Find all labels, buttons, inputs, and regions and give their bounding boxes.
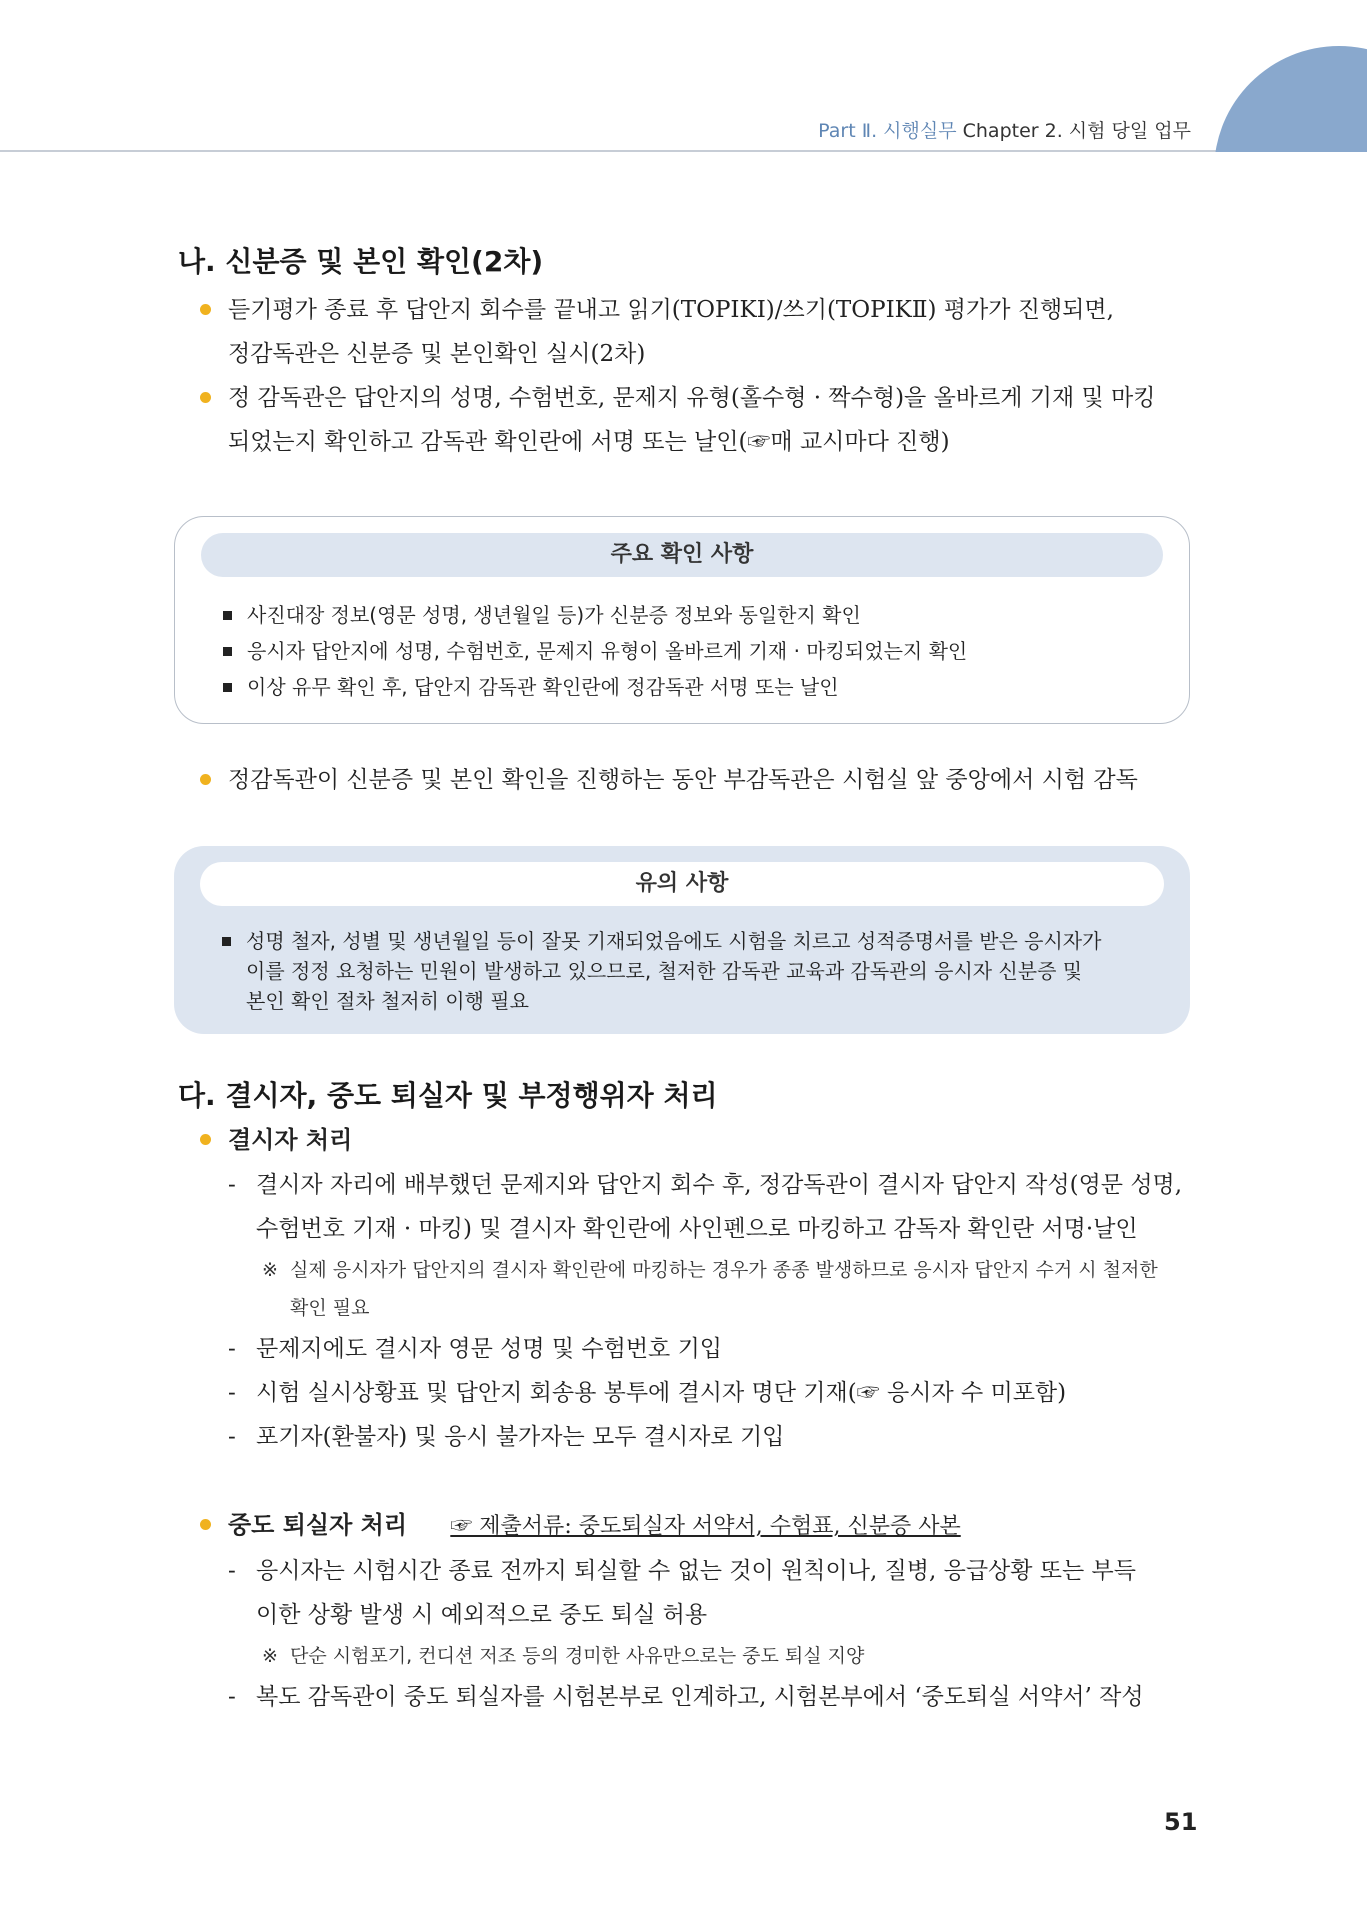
dash-item: - 복도 감독관이 중도 퇴실자를 시험본부로 인계하고, 시험본부에서 ‘중도퇴실 서약서’ 작성	[228, 1684, 1144, 1710]
list-item: 응시자 답안지에 성명, 수험번호, 문제지 유형이 올바르게 기재 · 마킹되었는지 확인	[201, 633, 1163, 669]
page-number: 51	[1164, 1808, 1198, 1836]
key-check-box	[174, 516, 1190, 724]
running-head	[818, 116, 1191, 143]
part-label: Part Ⅱ. 시행실무	[818, 120, 957, 142]
square-bullet-icon	[223, 683, 232, 692]
bullet-dot-icon	[200, 774, 211, 785]
bullet-dot-icon	[200, 304, 211, 315]
reference-mark: ※	[262, 1259, 278, 1281]
early-leave-heading: 중도 퇴실자 처리	[228, 1511, 407, 1539]
submission-documents: ☞ 제출서류: 중도퇴실자 서약서, 수험표, 신분증 사본	[450, 1514, 961, 1539]
square-bullet-icon	[223, 611, 232, 620]
section-title-na: 나. 신분증 및 본인 확인(2차)	[178, 245, 544, 278]
square-bullet-icon	[222, 937, 231, 946]
list-item: 이상 유무 확인 후, 답안지 감독관 확인란에 정감독관 서명 또는 날인	[201, 669, 1163, 705]
note-item: ※ 단순 시험포기, 컨디션 저조 등의 경미한 사유만으로는 중도 퇴실 지양	[178, 1637, 1190, 1675]
dash-item: - 포기자(환불자) 및 응시 불가자는 모두 결시자로 기입	[228, 1424, 785, 1450]
absentee-heading: 결시자 처리	[228, 1126, 353, 1154]
reference-mark: ※	[262, 1645, 278, 1667]
section-title-da: 다. 결시자, 중도 퇴실자 및 부정행위자 처리	[178, 1079, 718, 1112]
dash-item: - 응시자는 시험시간 종료 전까지 퇴실할 수 없는 것이 원칙이나, 질병, 응급상황 또는 부득 이한 상황 발생 시 예외적으로 중도 퇴실 허용	[228, 1558, 1136, 1628]
bullet-item	[178, 1503, 1190, 1549]
caution-box	[174, 846, 1190, 1034]
bullet-dot-icon	[200, 1134, 211, 1145]
list-item: 사진대장 정보(영문 성명, 생년월일 등)가 신분증 정보와 동일한지 확인	[201, 597, 1163, 633]
dash-item: - 시험 실시상황표 및 답안지 회송용 봉투에 결시자 명단 기재(☞ 응시자 수 미포함)	[228, 1380, 1067, 1406]
page-content	[178, 240, 1190, 1719]
bullet-item: 듣기평가 종료 후 답안지 회수를 끝내고 읽기(TOPIKⅠ)/쓰기(TOPIKⅡ) 평가가 진행되면, 정감독관은 신분증 및 본인확인 실시(2차)	[178, 288, 1190, 376]
list-item: 성명 철자, 성별 및 생년월일 등이 잘못 기재되었음에도 시험을 치르고 성적증명서를 받은 응시자가 이를 정정 요청하는 민원이 발생하고 있으므로, 철저한 감독관 교육과 감독관의 응시자 신분증 및 본인 확인 절차 철저히 이행 필요	[200, 926, 1164, 1016]
header-rule	[0, 150, 1367, 152]
bullet-dot-icon	[200, 392, 211, 403]
bullet-item: 정감독관이 신분증 및 본인 확인을 진행하는 동안 부감독관은 시험실 앞 중앙에서 시험 감독	[178, 758, 1190, 802]
bullet-item	[178, 1118, 1190, 1163]
square-bullet-icon	[223, 647, 232, 656]
bullet-dot-icon	[200, 1519, 211, 1530]
caution-title: 유의 사항	[200, 862, 1164, 906]
dash-item: - 문제지에도 결시자 영문 성명 및 수험번호 기입	[228, 1336, 723, 1362]
bullet-item: 정 감독관은 답안지의 성명, 수험번호, 문제지 유형(홀수형 · 짝수형)을 올바르게 기재 및 마킹 되었는지 확인하고 감독관 확인란에 서명 또는 날인(☞매 교시마다 진행)	[178, 376, 1190, 464]
key-check-title: 주요 확인 사항	[201, 533, 1163, 577]
note-item: ※ 실제 응시자가 답안지의 결시자 확인란에 마킹하는 경우가 종종 발생하므로 응시자 답안지 수거 시 철저한 확인 필요	[178, 1251, 1190, 1327]
chapter-label: Chapter 2. 시험 당일 업무	[962, 120, 1191, 142]
dash-item: - 결시자 자리에 배부했던 문제지와 답안지 회수 후, 정감독관이 결시자 답안지 작성(영문 성명, 수험번호 기재 · 마킹) 및 결시자 확인란에 사인펜으로 마킹하고 감독자 확인란 서명·날인	[228, 1172, 1183, 1242]
